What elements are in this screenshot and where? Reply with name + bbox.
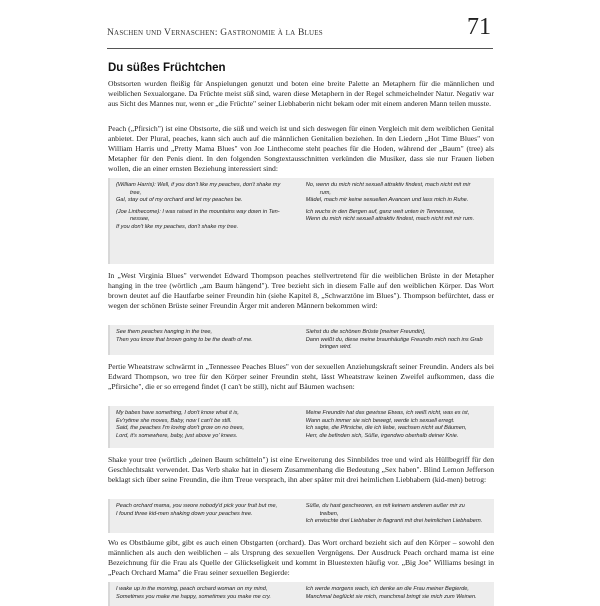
quote-block-williams [108, 582, 494, 606]
lyric-line: (William Harris): Well, if you don't like my peaches, don't shake my [116, 182, 281, 188]
paragraph-orchard: Wo es Obstbäume gibt, gibt es auch einen Obstgarten (orchard). Das Wort orchard bezieht sich auf den Körper – sowohl den männlichen als auch den weiblichen – als Ursprung des sexuellen Vergnügens. Der Ausdruck Peach orchard mama ist eine Bezeichnung für die Frau als Quelle der Glückseligkeit und kommt in Bluestexten häufig vor. „Big Joe" Williams besingt in „Peach Orchard Mama" die Frau seiner sexuellen Begierde: [108, 538, 494, 577]
translation-line: rum, [319, 189, 331, 196]
quote-translation [306, 503, 488, 526]
running-header: Naschen und Vernaschen: Gastronomie à la Blues [107, 28, 323, 38]
translation-line: Herr, die befinden sich, Süße, irgendwo oberhalb deiner Knie. [305, 432, 459, 439]
quote-block-thompson [108, 325, 494, 355]
lyric-line: I found three kid-men shaking down your peaches tree. [116, 510, 253, 517]
translation-line: Ich werde morgens wach, ich denke an die Frau meiner Begierde, [305, 586, 469, 592]
quote-original [116, 182, 295, 232]
translation-line: Dann weißt du, diese meine braunhäutige Freundin mich noch ins Grab [305, 336, 483, 343]
paragraph-intro: Obstsorten wurden fleißig für Anspielungen genutzt und boten eine breite Palette an Metaphern für die männlichen und weiblichen Sexualorgane. Da Früchte meist süß sind, waren diese Metaphern in der Regel schmeichelnder Natur. Negativ war aus Sicht des Mannes nur, wenn er „die Früchte" seiner Liebhaberin nicht bekam oder mit einem anderen Mann teilen musste. [108, 79, 494, 108]
translation-line: Mädel, mach mir keine sexuellen Avancen und lass mich in Ruhe. [305, 197, 469, 204]
lyric-line: Ev'rytime she moves, Baby, now I can't be still. [116, 417, 232, 424]
lyric-line: tree, [130, 189, 142, 196]
quote-original [116, 410, 295, 440]
translation-line: No, wenn du mich nicht sexuell attraktiv findest, mach nicht mit mir [305, 182, 471, 188]
quote-translation [306, 329, 488, 352]
paragraph-tennessee: Pertie Wheatstraw schwärmt in „Tennessee Peaches Blues" von der sexuellen Anziehungskraft seiner Freundin. Anders als bei Edward Thompson, wo tree für den Körper seiner Freundin steht, lässt Wheatstraw keinen Zweifel aufkommen, dass die „Pfirsiche", die er so erregend findet (I can't be still), nicht auf Bäumen wachsen: [108, 362, 494, 391]
quote-block-wheatstraw [108, 406, 494, 448]
quote-translation [306, 410, 488, 440]
header-rule [107, 48, 493, 49]
translation-line: Manchmal beglückt sie mich, manchmal bringt sie mich zum Weinen. [305, 593, 477, 600]
lyric-line: If you don't like my peaches, don't shake my tree. [116, 223, 239, 230]
paragraph-peach: Peach („Pfirsich") ist eine Obstsorte, die süß und weich ist und sich deswegen für einen Vergleich mit dem weiblichen Genital anbietet. Der Plural, peaches, kann sich auch auf die männlichen Genitalien beziehen. In den Liedern „Hot Time Blues" von William Harris und „Pretty Mama Blues" von Joe Linthecome steht peaches für die Hoden, während der „Baum" (tree) als Metapher für den Penis dient. In den folgenden Songtextausschnitten verkünden die Musiker, dass sie nur Frauen lieben wollen, die an einer ernsten Beziehung interessiert sind: [108, 124, 494, 173]
lyric-line: Sometimes you make me happy, sometimes you make me cry. [116, 593, 271, 600]
lyric-line: I wake up in the morning, peach orchard woman on my mind, [116, 586, 268, 592]
lyric-line: (Joe Linthecome): I was raised in the mountains way down in Ten- [116, 208, 280, 215]
lyric-line: Said, the peaches I'm loving don't grow on no trees, [116, 425, 245, 432]
section-heading: Du süßes Früchtchen [108, 62, 226, 74]
quote-translation [306, 182, 488, 232]
translation-line: Meine Freundin hat das gewisse Etwas, ich weiß nicht, was es ist, [305, 410, 470, 416]
lyric-line: See them peaches hanging in the tree, [116, 329, 213, 335]
lyric-line: My babes have something, I don't know what it is, [116, 410, 239, 416]
quote-original [116, 503, 295, 526]
paragraph-shake-your-tree: Shake your tree (wörtlich „deinen Baum schütteln") ist eine Erweiterung des Sinnbildes tree und wird als Hüllbegriff für den Geschlechtsakt verwendet. Das Verb shake hat in diesem Zusammenhang die Bedeutung „Sex haben". Blind Lemon Jefferson beklagt sich über seine Freundin, die ihm Treue versprach, ihn aber später mit drei heimlichen Liebhabern (kid-men) betrog: [108, 455, 494, 484]
quote-block-jefferson [108, 499, 494, 533]
translation-line: Süße, du hast geschworen, es mit keinem anderen außer mir zu [305, 503, 465, 509]
page-number: 71 [467, 14, 491, 40]
translation-line: treiben, [319, 510, 339, 517]
lyric-line: Gal, stay out of my orchard and let my peaches be. [116, 197, 243, 204]
lyric-line: nessee, [130, 216, 150, 223]
translation-line: bringen wird. [319, 344, 352, 351]
lyric-line: Lord, it's somewhere, baby, just above yo' knees. [116, 432, 238, 439]
translation-line: Siehst du die schönen Brüste [meiner Freundin], [305, 329, 426, 335]
translation-line: Ich sagte, die Pfirsiche, die ich liebe, wachsen nicht auf Bäumen, [305, 425, 467, 432]
translation-line: Wenn du mich nicht sexuell attraktiv findest, mach nicht mit mir rum. [305, 216, 475, 223]
paragraph-west-virginia: In „West Virginia Blues" verwendet Edward Thompson peaches stellvertretend für die weiblichen Brüste in der Metapher hanging in the tree (wörtlich „am Baum hängend"). Tree bezieht sich in diesem Falle auf den weiblichen Körper. Das Wort brown deutet auf die Hautfarbe seiner Freundin hin (siehe Kapitel 8, „Schwarztöne im Blues"). Thompson befürchtet, dass er wegen der schönen Brüste seiner Freundin Ärger mit anderen Männern bekommen wird: [108, 271, 494, 310]
quote-block-harris-linthecome [108, 178, 494, 264]
lyric-line: Peach orchard mama, you swore nobody'd pick your fruit but me, [116, 503, 278, 509]
translation-line: Wann auch immer sie sich bewegt, werde ich sexuell erregt. [305, 417, 455, 424]
translation-line: Ich erwischte drei Liebhaber in flagranti mit drei heimlichen Liebhabern. [305, 518, 483, 525]
quote-translation [306, 586, 488, 601]
translation-line: Ich wuchs in den Bergen auf, ganz weit unten in Tennessee, [305, 208, 455, 215]
quote-original [116, 586, 295, 601]
quote-original [116, 329, 295, 352]
lyric-line: Then you know that brown going to be the death of me. [116, 336, 253, 343]
